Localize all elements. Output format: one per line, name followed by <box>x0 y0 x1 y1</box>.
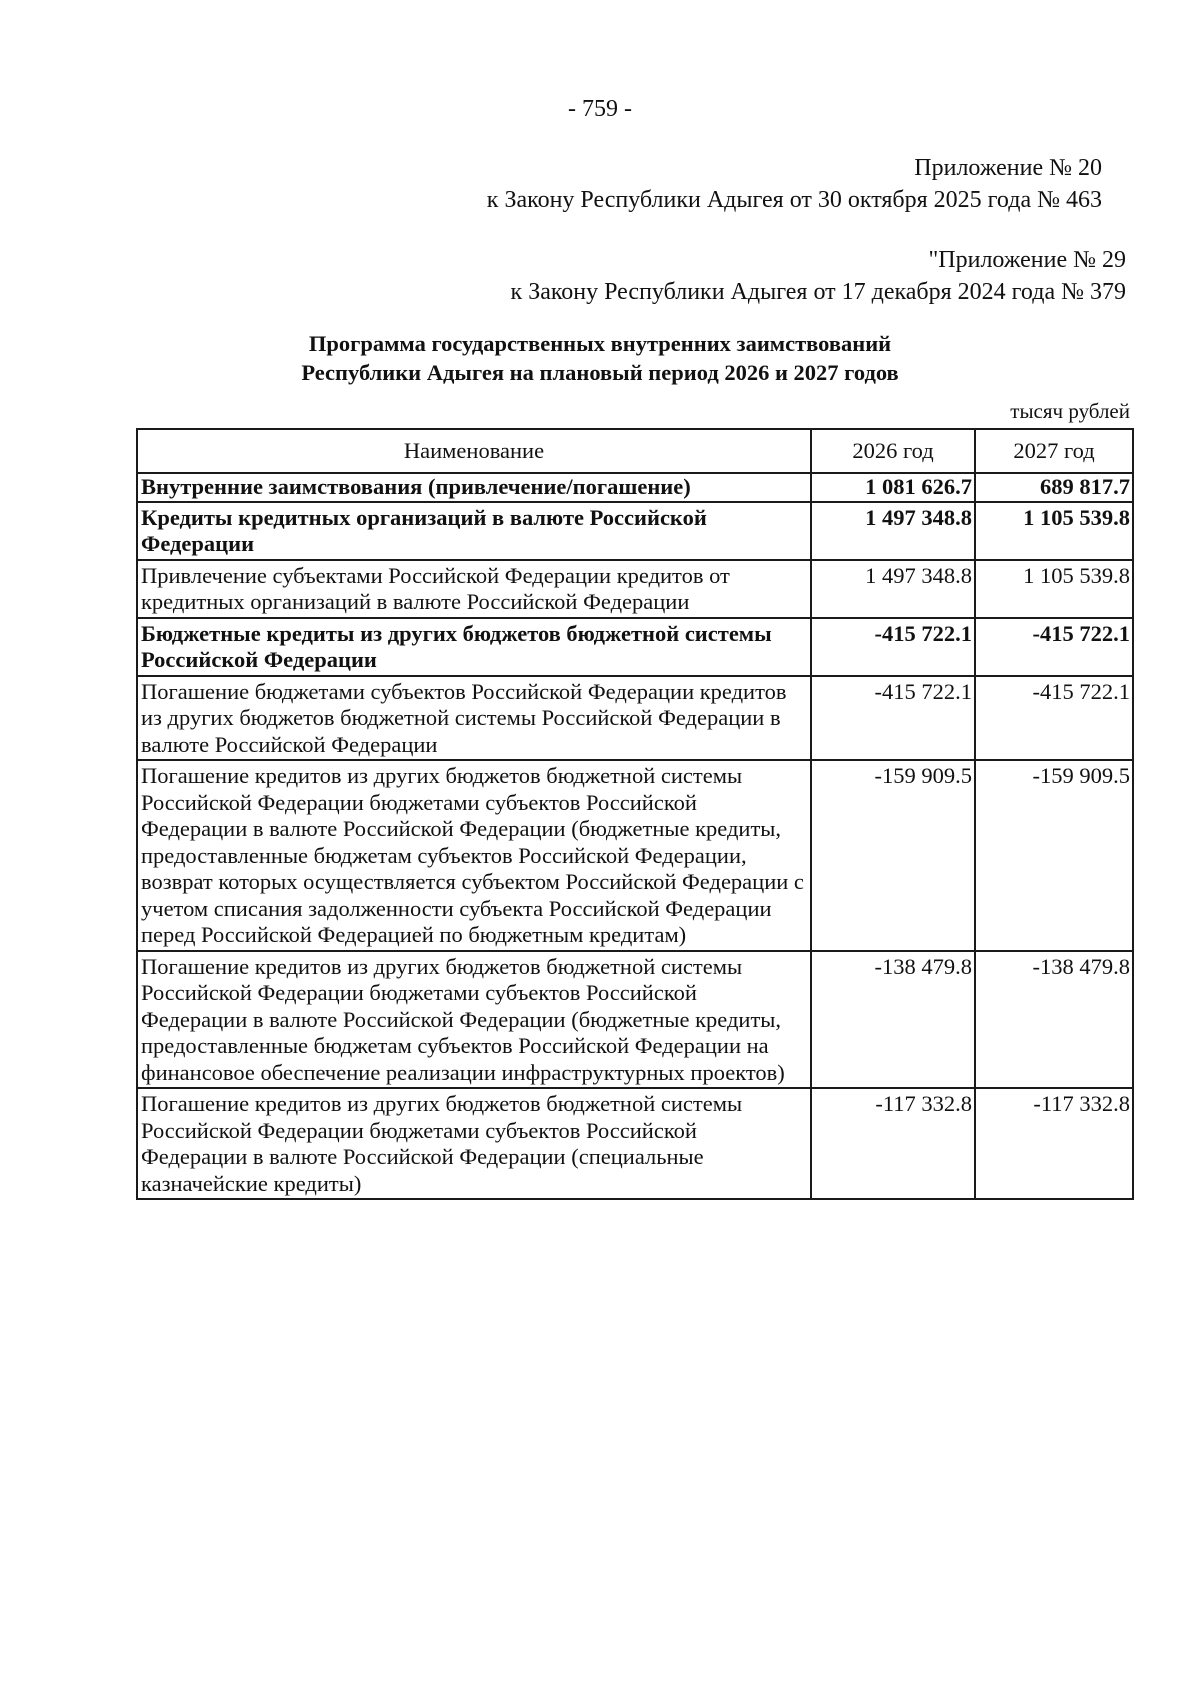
row-value-2027: 1 105 539.8 <box>975 502 1133 560</box>
row-value-2027: 1 105 539.8 <box>975 560 1133 618</box>
table-row-credit-org-loans <box>137 502 1133 560</box>
row-value-2026: -415 722.1 <box>811 618 975 676</box>
row-value-2026: -138 479.8 <box>811 951 975 1089</box>
appendix-current-title: Приложение № 20 <box>914 155 1102 181</box>
row-name: Погашение бюджетами субъектов Российской Федерации кредитов из других бюджетов бюджетной системы Российской Федерации в валюте Российской Федерации <box>137 676 811 761</box>
table-row-budget-loans <box>137 618 1133 676</box>
document-title <box>0 329 1200 387</box>
row-value-2026: 1 497 348.8 <box>811 560 975 618</box>
row-value-2026: -159 909.5 <box>811 760 975 951</box>
table-row-credit-org-attraction <box>137 560 1133 618</box>
page-number: - 759 - <box>568 96 632 122</box>
appendix-original <box>511 244 1126 308</box>
document-title-line-2: Республики Адыгея на плановый период 2026 и 2027 годов <box>301 360 899 385</box>
table-row-repayment-treasury <box>137 1088 1133 1199</box>
row-name: Погашение кредитов из других бюджетов бюджетной системы Российской Федерации бюджетами субъектов Российской Федерации в валюте Российской Федерации (специальные казначейские кредиты) <box>137 1088 811 1199</box>
row-value-2027: -415 722.1 <box>975 676 1133 761</box>
row-value-2027: -138 479.8 <box>975 951 1133 1089</box>
row-value-2026: 1 081 626.7 <box>811 473 975 502</box>
table-row-budget-loans-repayment <box>137 676 1133 761</box>
document-title-line-1: Программа государственных внутренних заимствований <box>308 331 892 356</box>
row-name: Погашение кредитов из других бюджетов бюджетной системы Российской Федерации бюджетами субъектов Российской Федерации в валюте Российской Федерации (бюджетные кредиты, предоставленные бюджетам субъектов Российской Федерации, возврат которых осуществляется субъектом Российской Федерации с учетом списания задолженности субъекта Российской Федерации перед Российской Федерацией по бюджетным кредитам) <box>137 760 811 951</box>
row-value-2027: -117 332.8 <box>975 1088 1133 1199</box>
row-name: Погашение кредитов из других бюджетов бюджетной системы Российской Федерации бюджетами субъектов Российской Федерации в валюте Российской Федерации (бюджетные кредиты, предоставленные бюджетам субъектов Российской Федерации на финансовое обеспечение реализации инфраструктурных проектов) <box>137 951 811 1089</box>
header-2027: 2027 год <box>975 429 1133 473</box>
row-value-2026: 1 497 348.8 <box>811 502 975 560</box>
row-name: Бюджетные кредиты из других бюджетов бюджетной системы Российской Федерации <box>137 618 811 676</box>
row-name: Кредиты кредитных организаций в валюте Российской Федерации <box>137 502 811 560</box>
unit-label: тысяч рублей <box>1010 399 1130 423</box>
borrowings-table-container <box>136 428 1134 1200</box>
appendix-original-title: "Приложение № 29 <box>928 247 1126 273</box>
table-row-internal-borrowings <box>137 473 1133 502</box>
header-2026: 2026 год <box>811 429 975 473</box>
appendix-current-law: к Закону Республики Адыгея от 30 октября 2025 года № 463 <box>486 187 1102 213</box>
table-header-row <box>137 429 1133 473</box>
appendix-original-law: к Закону Республики Адыгея от 17 декабря 2024 года № 379 <box>510 279 1126 305</box>
borrowings-table <box>136 428 1134 1200</box>
row-value-2026: -415 722.1 <box>811 676 975 761</box>
appendix-current <box>487 152 1102 216</box>
table-row-repayment-debt-writeoff <box>137 760 1133 951</box>
row-value-2027: -415 722.1 <box>975 618 1133 676</box>
row-value-2026: -117 332.8 <box>811 1088 975 1199</box>
header-name: Наименование <box>137 429 811 473</box>
row-value-2027: -159 909.5 <box>975 760 1133 951</box>
row-name: Привлечение субъектами Российской Федерации кредитов от кредитных организаций в валюте Российской Федерации <box>137 560 811 618</box>
row-value-2027: 689 817.7 <box>975 473 1133 502</box>
table-row-repayment-infrastructure <box>137 951 1133 1089</box>
row-name: Внутренние заимствования (привлечение/погашение) <box>137 473 811 502</box>
